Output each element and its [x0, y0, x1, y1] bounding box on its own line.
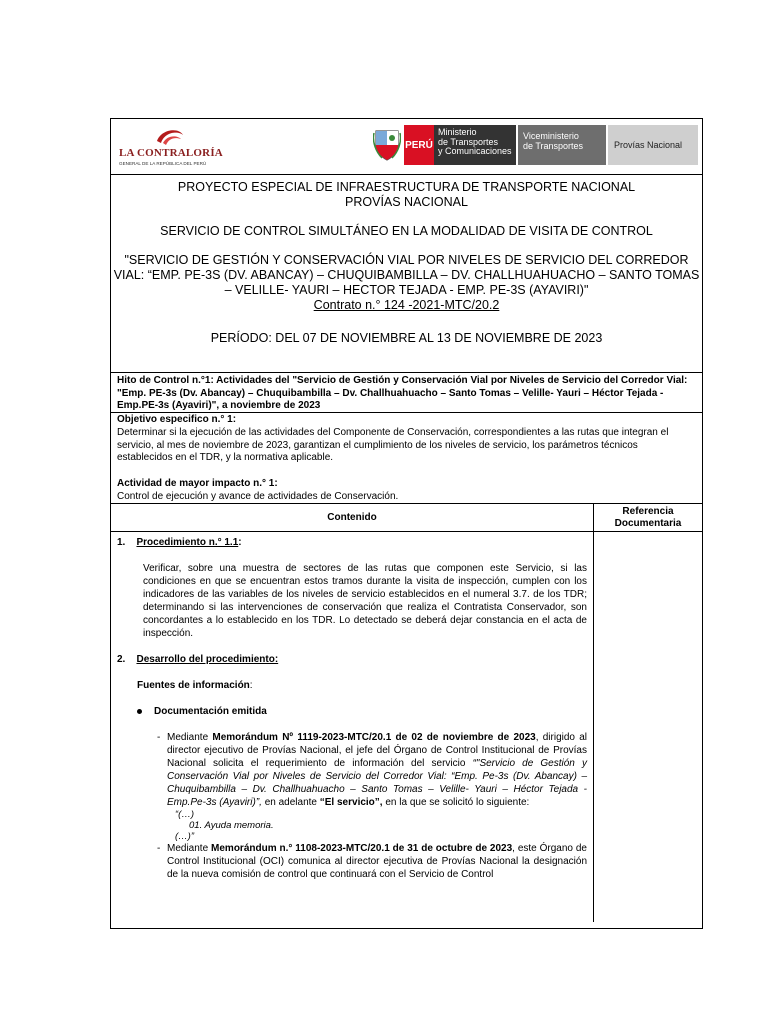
documentacion-item — [117, 705, 587, 718]
desarrollo-heading — [117, 653, 587, 666]
contraloria-logo — [119, 125, 227, 169]
item2-pre: Mediante — [167, 843, 212, 854]
title-line-1: PROYECTO ESPECIAL DE INFRAESTRUCTURA DE TRANSPORTE NACIONAL — [177, 180, 636, 194]
item2-end: , este Órgano de Control Institucional (OCI) comunica al director ejecutiva de Provías Nacional la designación de la nueva comisión de control que continuará con el Servicio de Control — [167, 843, 587, 880]
table-body — [111, 532, 702, 922]
item1-post: en adelante — [261, 797, 320, 808]
ministerio-line: Ministerio — [438, 127, 477, 137]
title-line-2: PROVÍAS NACIONAL — [345, 195, 468, 209]
referencia-cell — [594, 532, 702, 922]
col-referencia: Referencia Documentaria — [614, 506, 682, 529]
item2-memo: Memorándum n.° 1108-2023-MTC/20.1 de 31 de octubre de 2023 — [211, 843, 513, 854]
item1-italic: “"Servicio de Gestión y Conservación Vial por Niveles de Servicio del Corredor Vial: “Emp. Pe-3s (Dv. Abancay) – Chuquibambilla – Dv. Challhuahuacho – Santo Tomas – Velille- Yauri – Héctor Tejada - Emp.Pe-3s (Ayaviri)”, — [167, 758, 588, 808]
contraloria-name: LA CONTRALORÍA — [119, 147, 223, 159]
documentacion-label: Documentación emitida — [154, 706, 267, 717]
actividad-label: Actividad de mayor impacto n.° 1: — [117, 478, 278, 490]
title-line-4: "SERVICIO DE GESTIÓN Y CONSERVACIÓN VIAL POR NIVELES DE SERVICIO DEL CORREDOR VIAL: “EMP. PE-3S (DV. ABANCAY) – CHUQUIBAMBILLA – DV. CHALLHUAHUACHO – SANTO TOMAS – VELILLE- YAURI – HECTOR TEJADA - EMP. PE-3S (AYAVIRI)" — [113, 253, 700, 297]
desarrollo-label: Desarrollo del procedimiento: — [136, 654, 279, 665]
quote-open: “(…) — [175, 809, 194, 820]
contract-number: Contrato n.° 124 -2021-MTC/20.2 — [313, 298, 500, 312]
objetivo-text: Determinar si la ejecución de las actividades del Componente de Conservación, correspondientes a las rutas que integran el servicio, al mes de noviembre de 2023, garantizan el cumplimiento de los niveles de servicio, los parámetros técnicos establecidos en el TDR, y la normativa aplicable. — [117, 426, 669, 464]
objetivo-label: Objetivo especifico n.° 1: — [117, 414, 237, 425]
viceministerio-label — [518, 125, 606, 165]
content-cell — [111, 532, 594, 922]
item1-mid: , dirigido al director ejecutivo de Provías Nacional, el jefe del Órgano de Control Institucional de Provías Nacional solicita el requerimiento de información del servicio — [167, 732, 587, 769]
item1-memo: Memorándum Nº 1119-2023-MTC/20.1 de 02 de noviembre de 2023 — [212, 732, 536, 743]
actividad-text: Control de ejecución y avance de actividades de Conservación. — [117, 490, 399, 502]
contraloria-subtitle: GENERAL DE LA REPÚBLICA DEL PERÚ — [119, 161, 207, 166]
quote-close: (…)” — [175, 831, 194, 842]
mtc-logo-bar — [373, 125, 698, 165]
item1-el-servicio: “El servicio”, — [319, 797, 383, 808]
procedimiento-colon: : — [238, 537, 242, 548]
ministerio-line: y Comunicaciones — [438, 146, 512, 156]
desarrollo-number: 2. — [117, 654, 126, 665]
procedimiento-text: Verificar, sobre una muestra de sectores de las rutas que componen este Servicio, si las condiciones en que se encuentran estos tramos durante la visita de inspección, cumplen con los indicadores de las variables de los niveles de servicio establecidos en el numeral 3.7. de los TDR; determinando si las intervenciones de conservación que realiza el Contratista Conservador, son concordantes a lo establecido en los TDR. Lo detectado se deberá dejar constancia en el acta de inspección. — [143, 563, 587, 639]
table-header — [111, 504, 702, 532]
col-contenido — [111, 504, 594, 531]
bullet-icon — [137, 709, 142, 714]
period: PERÍODO: DEL 07 DE NOVIEMBRE AL 13 DE NOVIEMBRE DE 2023 — [210, 331, 603, 345]
procedimiento-number: 1. — [117, 537, 126, 548]
viceministerio-line: Viceministerio — [523, 131, 579, 141]
ministerio-line: de Transportes — [438, 136, 499, 147]
col-contenido-label: Contenido — [327, 512, 377, 523]
quote-item: 01. Ayuda memoria. — [189, 820, 274, 831]
fuentes-colon: : — [249, 680, 253, 691]
ministerio-label — [434, 125, 516, 165]
peru-shield-icon — [373, 128, 401, 162]
fuentes-heading — [117, 679, 587, 692]
objetivo-block — [111, 413, 702, 504]
item1-pre: Mediante — [167, 732, 213, 743]
title-line-3: SERVICIO DE CONTROL SIMULTÁNEO EN LA MODALIDAD DE VISITA DE CONTROL — [160, 224, 653, 238]
header-row — [111, 119, 702, 175]
procedimiento-label: Procedimiento n.° 1.1 — [136, 537, 239, 548]
list-item: - Mediante Memorándum Nº 1119-2023-MTC/20.1 de 02 de noviembre de 2023, dirigido al director ejecutivo de Provías Nacional, el jefe del Órgano de Control Institucional de Provías Nacional solicita el requerimiento de información del servicio “"Servicio de Gestión y Conservación Vial por Niveles de Servicio del Corredor Vial: “Emp. Pe-3s (Dv. Abancay) – Chuquibambilla – Dv. Challhuahuacho – Santo Tomas – Velille- Yauri – Héctor Tejada - Emp.Pe-3s (Ayaviri)”, en adelante “El servicio”, en la que se solicitó lo siguiente: — [157, 732, 588, 808]
provias-label: Provías Nacional — [608, 125, 698, 165]
contraloria-swoosh-icon — [153, 127, 187, 147]
list-item: - Mediante Memorándum n.° 1108-2023-MTC/20.1 de 31 de octubre de 2023, este Órgano de Control Institucional (OCI) comunica al director ejecutiva de Provías Nacional la designación de la nueva comisión de control que continuará con el Servicio de Control — [157, 843, 587, 880]
title-block — [111, 175, 702, 373]
peru-label: PERÚ — [404, 125, 434, 165]
quote-block — [117, 809, 587, 842]
hito-control: Hito de Control n.°1: Actividades del "Servicio de Gestión y Conservación Vial por Niveles de Servicio del Corredor Vial: "Emp. PE-3s (Dv. Abancay) – Chuquibambilla – Dv. Challhuahuacho – Santo Tomas – Velille- Yauri – Héctor Tejada - Emp.PE-3s (Ayaviri)", a noviembre de 2023 — [111, 373, 702, 413]
item1-end: en la que se solicitó lo siguiente: — [382, 797, 530, 808]
procedimiento-heading — [117, 536, 587, 549]
fuentes-label: Fuentes de información — [137, 680, 250, 691]
document-page — [110, 118, 703, 929]
viceministerio-line: de Transportes — [523, 141, 584, 151]
